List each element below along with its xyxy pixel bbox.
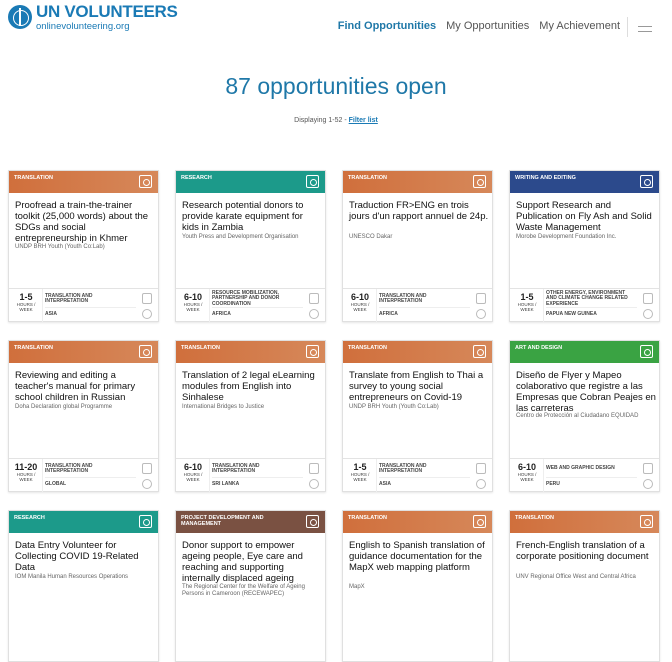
task-type: RESOURCE MOBILIZATION, PARTNERSHIP AND DONOR COORDINATION [212, 291, 303, 308]
footer-divider [209, 459, 210, 492]
card-category: RESEARCH [181, 175, 212, 181]
card-footer [510, 288, 659, 322]
nav-my-opportunities[interactable]: My Opportunities [446, 20, 530, 32]
card-header [343, 341, 492, 363]
card-category: WRITING AND EDITING [515, 175, 576, 181]
globe-icon [142, 309, 152, 319]
card-category: ART AND DESIGN [515, 345, 563, 351]
globe-icon [309, 479, 319, 489]
footer-divider [42, 459, 43, 492]
card-category: TRANSLATION [348, 175, 388, 181]
opportunity-card[interactable] [509, 170, 660, 322]
research-icon [139, 515, 152, 528]
hours-value: 6-10 [517, 462, 536, 472]
opportunity-card[interactable] [342, 340, 493, 492]
card-organization: Morobe Development Foundation Inc. [516, 234, 617, 240]
card-organization: MapX [349, 584, 365, 590]
card-header [343, 511, 492, 533]
brand-subtitle: onlinevolunteering.org [36, 21, 130, 32]
hours-unit: HOURS / WEEK [16, 472, 36, 482]
footer-divider [376, 459, 377, 492]
translation-icon [640, 515, 653, 528]
hours-unit: HOURS / WEEK [350, 472, 370, 482]
card-header [176, 171, 325, 193]
hours-unit: HOURS / WEEK [517, 472, 537, 482]
card-organization: The Regional Center for the Welfare of Ageing Persons in Cameroon (RECEWAPEC) [182, 584, 305, 597]
hours-value: 6-10 [350, 292, 369, 302]
region: AFRICA [212, 311, 231, 318]
hours-value: 11-20 [14, 462, 38, 472]
footer-divider [543, 459, 544, 492]
research-icon [306, 175, 319, 188]
opportunity-card[interactable] [175, 340, 326, 492]
card-title[interactable]: Reviewing and editing a teacher's manual for primary school children in Russian [15, 370, 136, 403]
card-organization: UNDP BRH Youth (Youth Co:Lab) [349, 404, 439, 410]
opportunity-card[interactable] [8, 170, 159, 322]
card-header [176, 511, 325, 533]
task-icon [643, 463, 653, 474]
translation-icon [139, 175, 152, 188]
un-volunteers-logo[interactable] [8, 3, 178, 32]
card-footer [176, 458, 325, 492]
task-type: TRANSLATION AND INTERPRETATION [45, 291, 136, 308]
nav-my-achievement[interactable]: My Achievement [539, 20, 620, 32]
card-organization: UNV Regional Office West and Central Africa [516, 574, 636, 580]
card-footer [343, 458, 492, 492]
card-title[interactable]: Diseño de Flyer y Mapeo colaborativo que registre a las Empresas que Cobran Peajes en las carreteras [516, 370, 656, 414]
card-organization: UNESCO Dakar [349, 234, 393, 240]
card-title[interactable]: French-English translation of a corporate positioning document [516, 540, 649, 562]
globe-icon [643, 479, 653, 489]
main-nav [338, 20, 620, 32]
card-header [510, 341, 659, 363]
task-type: TRANSLATION AND INTERPRETATION [45, 461, 136, 478]
un-emblem-icon [8, 5, 32, 29]
card-title[interactable]: Support Research and Publication on Fly Ash and Solid Waste Management [516, 200, 652, 233]
translation-icon [473, 175, 486, 188]
display-count: Displaying 1-52 - [294, 117, 347, 124]
card-header [9, 341, 158, 363]
globe-icon [309, 309, 319, 319]
card-organization: Youth Press and Development Organisation [182, 234, 299, 240]
hours-unit: HOURS / WEEK [16, 302, 36, 312]
page-title: 87 opportunities open [225, 73, 447, 99]
card-header [510, 171, 659, 193]
task-type: TRANSLATION AND INTERPRETATION [379, 291, 470, 308]
hours-value: 1-5 [520, 292, 534, 302]
opportunity-card[interactable] [175, 170, 326, 322]
card-category: RESEARCH [14, 515, 45, 521]
footer-divider [209, 289, 210, 322]
card-category: TRANSLATION [181, 345, 221, 351]
footer-divider [543, 289, 544, 322]
card-title[interactable]: Donor support to empower ageing people, Eye care and reaching and supporting internally displaced ageing [182, 540, 303, 584]
card-title[interactable]: Data Entry Volunteer for Collecting COVID 19-Related Data [15, 540, 139, 573]
task-icon [476, 293, 486, 304]
region: GLOBAL [45, 481, 67, 488]
card-organization: Centro de Protección al Ciudadano EQUIDAD [516, 413, 639, 419]
card-title[interactable]: Translation of 2 legal eLearning modules from English into Sinhalese [182, 370, 315, 403]
region: ASIA [45, 311, 57, 318]
card-footer [510, 458, 659, 492]
region: ASIA [379, 481, 391, 488]
translation-icon [306, 345, 319, 358]
translation-icon [139, 345, 152, 358]
task-icon [142, 463, 152, 474]
opportunity-card[interactable] [342, 170, 493, 322]
translation-icon [473, 515, 486, 528]
globe-icon [476, 309, 486, 319]
opportunity-card[interactable] [8, 510, 159, 662]
card-category: TRANSLATION [348, 345, 388, 351]
task-icon [309, 463, 319, 474]
opportunity-card[interactable] [175, 510, 326, 662]
task-icon [309, 293, 319, 304]
card-footer [176, 288, 325, 322]
hours-unit: HOURS / WEEK [350, 302, 370, 312]
card-header [510, 511, 659, 533]
hours-value: 1-5 [353, 462, 367, 472]
card-title[interactable]: Proofread a train-the-trainer toolkit (25,000 words) about the SDGs and social entrepreneurship in Khmer [15, 200, 149, 244]
opportunity-card[interactable] [8, 340, 159, 492]
card-header [9, 511, 158, 533]
card-organization: Doha Declaration global Programme [15, 404, 113, 410]
card-category: TRANSLATION [348, 515, 388, 521]
hours-value: 6-10 [183, 462, 202, 472]
card-category: TRANSLATION [14, 175, 54, 181]
task-type: WEB AND GRAPHIC DESIGN [546, 461, 637, 478]
card-category: TRANSLATION [14, 345, 54, 351]
globe-icon [142, 479, 152, 489]
hours-unit: HOURS / WEEK [517, 302, 537, 312]
task-type: TRANSLATION AND INTERPRETATION [379, 461, 470, 478]
card-category: TRANSLATION [515, 515, 555, 521]
region: PAPUA NEW GUINEA [546, 311, 597, 318]
card-footer [343, 288, 492, 322]
site-header [0, 0, 672, 50]
design-icon [640, 345, 653, 358]
filter-list-link[interactable]: Filter list [348, 117, 378, 124]
brand-title: UN VOLUNTEERS [36, 2, 178, 21]
card-title[interactable]: English to Spanish translation of guidance documentation for the MapX web mapping platform [349, 540, 485, 573]
task-icon [476, 463, 486, 474]
footer-divider [376, 289, 377, 322]
region: AFRICA [379, 311, 398, 318]
card-header [176, 341, 325, 363]
hours-value: 1-5 [19, 292, 33, 302]
task-icon [142, 293, 152, 304]
opportunity-card[interactable] [509, 340, 660, 492]
opportunity-card[interactable] [509, 510, 660, 662]
hours-value: 6-10 [183, 292, 202, 302]
card-title[interactable]: Translate from English to Thai a survey to young social entrepreneurs on Covid-19 [349, 370, 484, 403]
region: SRI LANKA [212, 481, 240, 488]
project-icon [306, 515, 319, 528]
task-type: OTHER ENERGY, ENVIRONMENT AND CLIMATE CHANGE RELATED EXPERIENCE [546, 291, 637, 308]
hours-unit: HOURS / WEEK [183, 302, 203, 312]
globe-icon [643, 309, 653, 319]
opportunity-card[interactable] [342, 510, 493, 662]
hours-unit: HOURS / WEEK [183, 472, 203, 482]
card-title[interactable]: Research potential donors to provide karate equipment for kids in Zambia [182, 200, 304, 233]
translation-icon [473, 345, 486, 358]
writing-icon [640, 175, 653, 188]
card-title[interactable]: Traduction FR>ENG en trois jours d'un rapport annuel de 24p. [349, 200, 489, 222]
card-footer [9, 288, 158, 322]
card-footer [9, 458, 158, 492]
nav-find-opportunities[interactable]: Find Opportunities [337, 20, 437, 32]
card-header [343, 171, 492, 193]
footer-divider [42, 289, 43, 322]
nav-divider [627, 17, 628, 37]
card-header [9, 171, 158, 193]
task-icon [643, 293, 653, 304]
task-type: TRANSLATION AND INTERPRETATION [212, 461, 303, 478]
globe-icon [476, 479, 486, 489]
region: PERU [546, 481, 560, 488]
card-organization: IOM Manila Human Resources Operations [15, 574, 129, 580]
card-organization: International Bridges to Justice [182, 404, 265, 410]
card-organization: UNDP BRH Youth (Youth Co:Lab) [15, 244, 105, 250]
display-summary [0, 117, 672, 124]
hamburger-menu-icon[interactable] [638, 26, 652, 32]
card-category: PROJECT DEVELOPMENT AND MANAGEMENT [181, 515, 264, 527]
